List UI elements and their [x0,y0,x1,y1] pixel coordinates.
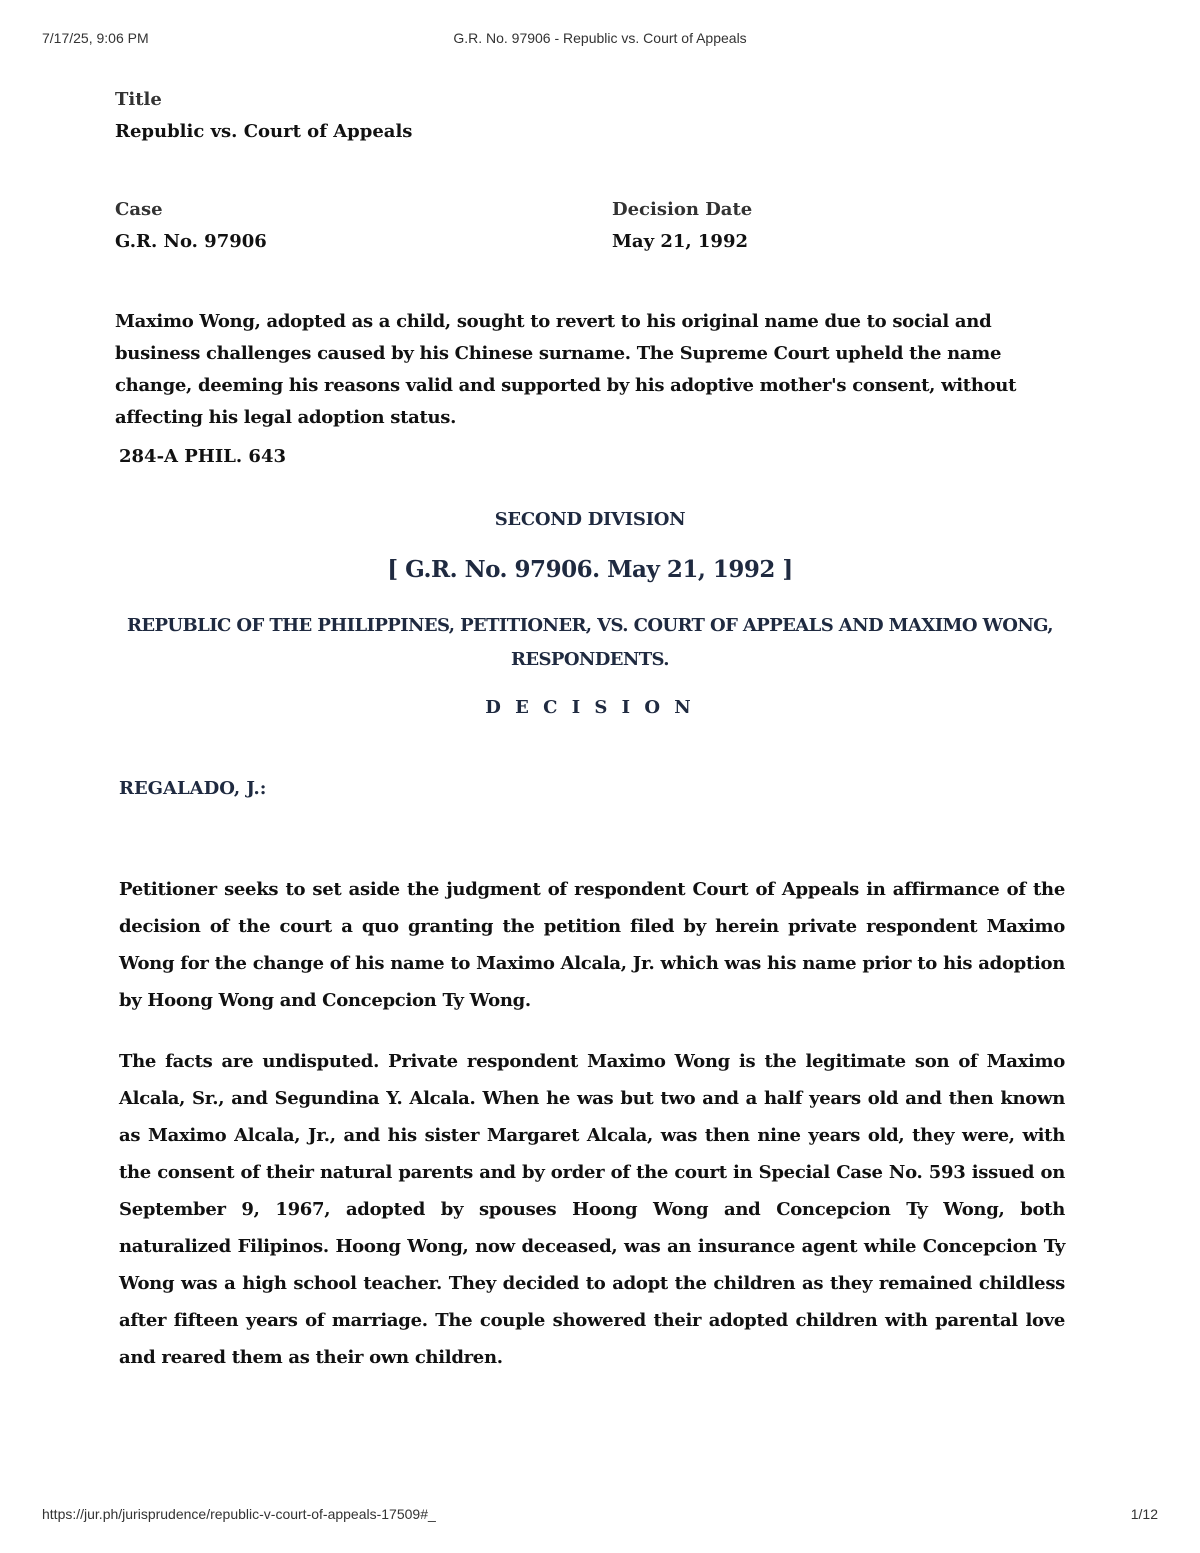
ponente: REGALADO, J.: [119,778,267,799]
title-value: Republic vs. Court of Appeals [115,121,413,142]
page-number: 1/12 [1130,1506,1158,1522]
case-value: G.R. No. 97906 [115,231,267,252]
decision-title: D E C I S I O N [485,697,695,718]
case-meta-row [115,198,1065,254]
case-block [115,198,612,254]
parties-heading: REPUBLIC OF THE PHILIPPINES, PETITIONER, VS. COURT OF APPEALS AND MAXIMO WONG, RESPONDENTS. [127,615,1053,670]
decision-date-value: May 21, 1992 [612,231,748,252]
title-label: Title [115,89,162,110]
print-url: https://jur.ph/jurisprudence/republic-v-court-of-appeals-17509#_ [42,1506,436,1522]
print-datetime: 7/17/25, 9:06 PM [42,30,149,46]
case-summary: Maximo Wong, adopted as a child, sought to revert to his original name due to social and business challenges caused by his Chinese surname. The Supreme Court upheld the name change, deeming his reasons valid and supported by his adoptive mother's consent, without affecting his legal adoption status. [115,311,1017,428]
citation: 284-A PHIL. 643 [119,446,287,467]
document-content [115,88,1065,1376]
print-page-title: G.R. No. 97906 - Republic vs. Court of Appeals [453,30,747,46]
body-paragraph: Petitioner seeks to set aside the judgment of respondent Court of Appeals in affirmance of the decision of the court a quo granting the petition filed by herein private respondent Maximo Wong for the change of his name to Maximo Alcala, Jr. which was his name prior to his adoption by Hoong Wong and Concepcion Ty Wong. [119,879,1065,1011]
title-block [115,88,1065,144]
division-heading: SECOND DIVISION [494,509,686,530]
decision-date-block [612,198,1062,254]
body-paragraph: The facts are undisputed. Private respondent Maximo Wong is the legitimate son of Maximo Alcala, Sr., and Segundina Y. Alcala. When he was but two and a half years old and then known as Maximo Alcala, Jr., and his sister Margaret Alcala, was then nine years old, they were, with the consent of their natural parents and by order of the court in Special Case No. 593 issued on September 9, 1967, adopted by spouses Hoong Wong and Concepcion Ty Wong, both naturalized Filipinos. Hoong Wong, now deceased, was an insurance agent while Concepcion Ty Wong was a high school teacher. They decided to adopt the children as they remained childless after fifteen years of marriage. The couple showered their adopted children with parental love and reared them as their own children. [119,1051,1065,1368]
gr-number-heading: [ G.R. No. 97906. May 21, 1992 ] [387,556,793,583]
decision-date-label: Decision Date [612,199,753,220]
case-label: Case [115,199,163,220]
